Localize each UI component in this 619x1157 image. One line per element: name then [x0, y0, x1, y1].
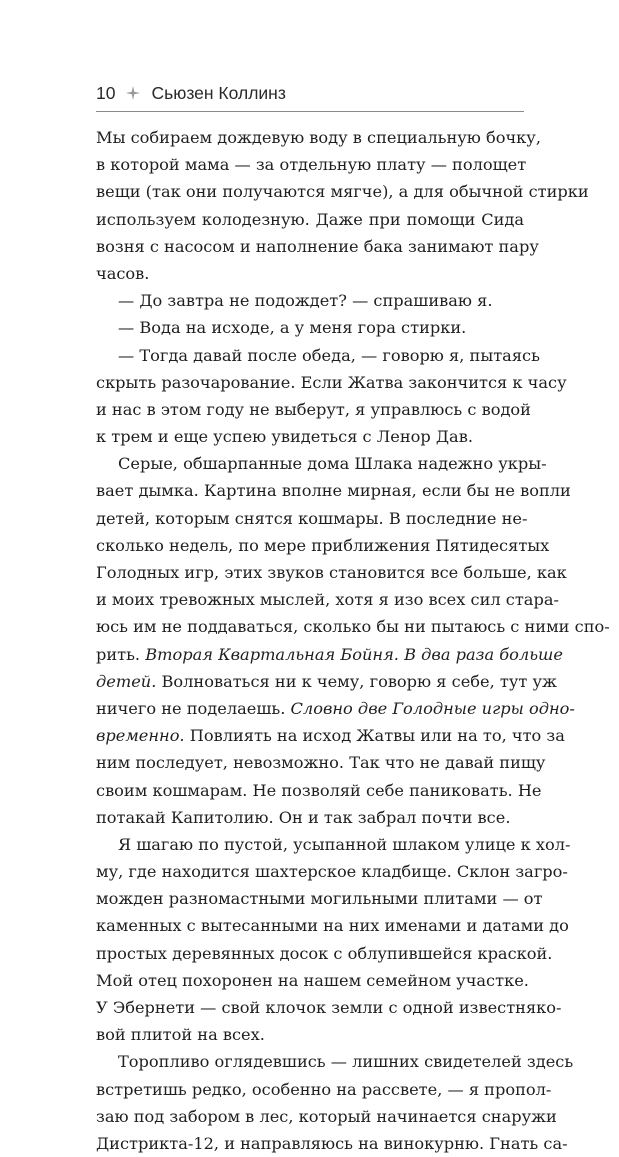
text-line: ничего не поделаешь. Словно две Голодные игры одно- — [96, 698, 575, 718]
header-rule — [96, 111, 524, 112]
text-line: простых деревянных досок с облупившейся краской. — [96, 943, 553, 963]
text-line: рить. Вторая Квартальная Бойня. В два раза больше — [96, 644, 563, 664]
text-line: сколько недель, по мере приближения Пятидесятых — [96, 535, 550, 555]
four-point-star-icon — [125, 85, 141, 101]
text-line: — До завтра не подождет? — спрашиваю я. — [118, 291, 493, 311]
text-line: Торопливо оглядевшись — лишних свидетелей здесь — [118, 1052, 574, 1072]
text-line: используем колодезную. Даже при помощи Сида — [96, 209, 524, 229]
text-line: Мой отец похоронен на нашем семейном участке. — [96, 970, 529, 990]
text-line: временно. Повлиять на исход Жатвы или на то, что за — [96, 726, 565, 746]
text-line: — Вода на исходе, а у меня гора стирки. — [118, 318, 467, 338]
text-line: потакай Капитолию. Он и так забрал почти все. — [96, 807, 511, 827]
text-line: му, где находится шахтерское кладбище. Склон загро- — [96, 862, 568, 882]
text-line: часов. — [96, 263, 150, 283]
text-line: вой плитой на всех. — [96, 1025, 265, 1045]
text-line: Серые, обшарпанные дома Шлака надежно укры- — [118, 454, 547, 474]
text-line: Мы собираем дождевую воду в специальную бочку, — [96, 128, 541, 147]
text-line: своим кошмарам. Не позволяй себе паниковать. Не — [96, 780, 542, 800]
text-line: юсь им не поддаваться, сколько бы ни пытаюсь с ними спо- — [96, 617, 610, 637]
text-line: и моих тревожных мыслей, хотя я изо всех сил стара- — [96, 590, 559, 610]
text-line: Дистрикта-12, и направляюсь на винокурню. Гнать са- — [96, 1133, 568, 1153]
text-line: ним последует, невозможно. Так что не давай пищу — [96, 753, 546, 773]
text-line: Я шагаю по пустой, усыпанной шлаком улице к хол- — [118, 834, 571, 854]
text-line: детей. Волноваться ни к чему, говорю я себе, тут уж — [96, 671, 557, 691]
text-line: У Эбернети — свой клочок земли с одной известняко- — [96, 998, 562, 1017]
text-line: вещи (так они получаются мягче), а для обычной стирки — [96, 182, 589, 202]
text-line: в которой мама — за отдельную плату — полощет — [96, 155, 527, 175]
text-line: возня с насосом и наполнение бака занимают пару — [96, 236, 539, 256]
author-name: Сьюзен Коллинз — [151, 82, 286, 103]
text-line: к трем и еще успею увидеться с Ленор Дав. — [96, 427, 473, 447]
text-line: Голодных игр, этих звуков становится все больше, как — [96, 563, 567, 582]
page-number: 10 — [96, 82, 116, 103]
text-line: можден разномастными могильными плитами — от — [96, 889, 543, 909]
text-line: — Тогда давай после обеда, — говорю я, пытаясь — [118, 345, 540, 365]
body-text — [96, 124, 610, 1157]
text-line: встретишь редко, особенно на рассвете, — я пропол- — [96, 1079, 552, 1099]
running-header — [96, 78, 524, 108]
text-line: и нас в этом году не выберут, я управлюсь с водой — [96, 399, 531, 419]
text-line: детей, которым снятся кошмары. В последние не- — [96, 508, 528, 528]
text-line: вает дымка. Картина вполне мирная, если бы не вопли — [96, 481, 571, 501]
text-line: заю под забором в лес, который начинается снаружи — [96, 1106, 557, 1126]
text-line: каменных с вытесанными на них именами и датами до — [96, 916, 569, 936]
text-line: скрыть разочарование. Если Жатва закончится к часу — [96, 372, 567, 392]
